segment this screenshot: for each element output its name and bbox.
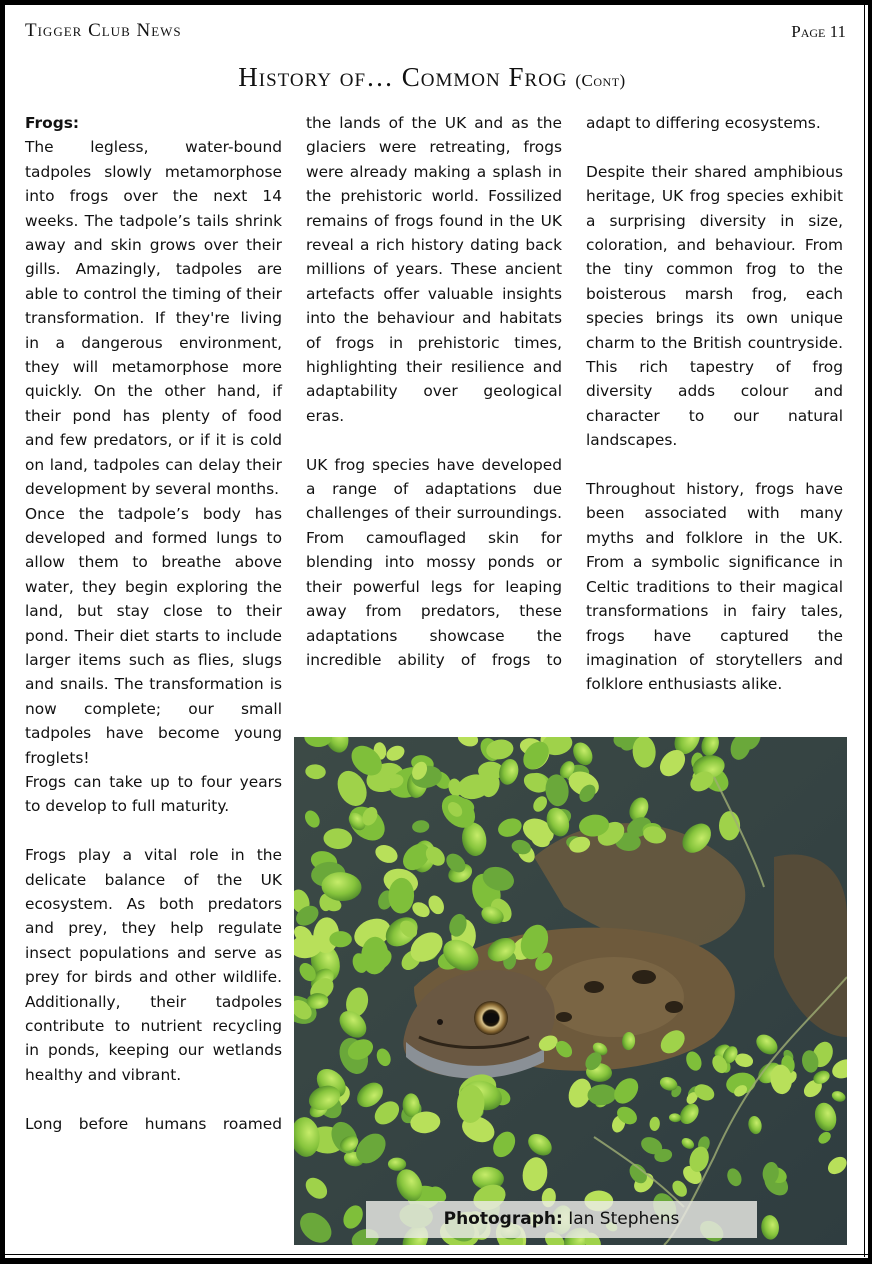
paragraph: Throughout history, frogs have been associated with many myths and folklore in the UK. From a symbolic significance in Celtic traditions to their magical transformations in fairy tales, frogs have captured the imagination of storytellers and folklore enthusiasts alike. — [586, 480, 843, 694]
paragraph: the lands of the UK and as the glaciers were retreating, frogs were already making a splash in the prehistoric world. Fossilized remains of frogs found in the UK reveal a rich history dating back millions of years. These ancient artefacts offer valuable insights into the behaviour and habitats of frogs in prehistoric times, highlighting their resilience and adaptability over geological eras. — [306, 114, 562, 425]
paragraph: Frogs play a vital role in the delicate balance of the UK ecosystem. As both predators and prey, they help regulate insect populations and serve as prey for birds and other wildlife. Additionally, their tadpoles contribute to nutrient recycling in ponds, keeping our wetlands healthy and vibrant. — [25, 846, 282, 1084]
paragraph — [25, 111, 282, 502]
page-border-right-inner — [864, 5, 865, 1257]
paragraph: Frogs can take up to four years to develop to full maturity. — [25, 772, 282, 816]
article-title-suffix: (Cont) — [575, 71, 626, 90]
page-border-left — [0, 0, 5, 1264]
paragraph: UK frog species have developed a range of adaptations due challenges of their surroundings. From camouflaged skin for blending into mossy ponds or their powerful legs for leaping away from predators, these adaptations showcase the incredible ability of frogs to — [306, 455, 562, 669]
frog-pond-image — [294, 737, 847, 1245]
paragraph: Once the tadpole’s body has developed and formed lungs to allow them to breathe above water, they begin exploring the land, but stay close to their pond. Their diet starts to include larger items such as flies, slugs and snails. The transformation is now complete; our small tadpoles have become young froglets! — [25, 504, 282, 767]
article-column-3 — [586, 111, 843, 721]
caption-credit: Ian Stephens — [568, 1209, 680, 1229]
page-border-bottom — [3, 1258, 872, 1264]
page-border-right — [868, 0, 872, 1264]
paragraph: Despite their shared amphibious heritage, UK frog species exhibit a surprising diversity in size, coloration, and behaviour. From the tiny common frog to the boisterous marsh frog, each species brings its own unique charm to the British countryside. This rich tapestry of frog diversity adds colour and character to our natural landscapes. — [586, 162, 843, 450]
caption-label: Photograph: — [443, 1209, 563, 1229]
page-border-bottom-inner — [3, 1254, 869, 1255]
page-number: Page 11 — [791, 22, 846, 41]
paragraph: adapt to differing ecosystems. — [586, 114, 821, 132]
page-border-top — [0, 0, 872, 5]
article-column-2 — [306, 111, 562, 697]
duckweed-leaf — [329, 931, 352, 947]
photo-caption — [366, 1201, 757, 1238]
paragraph-text: The legless, water-bound tadpoles slowly metamorphose into frogs over the next 14 weeks. The tadpole’s tails shrink away and skin grows over their gills. Amazingly, tadpoles are able to control the timing of their transformation. If they're living in a dangerous environment, they will metamorphose more quickly. On the other hand, if their pond has plenty of food and few predators, or if it is cold on land, tadpoles can delay their development by several months. — [25, 138, 282, 499]
article-title — [0, 62, 864, 93]
article-column-1 — [25, 111, 282, 1160]
paragraph: Long before humans roamed — [25, 1114, 282, 1133]
publication-name: Tigger Club News — [25, 20, 182, 41]
article-title-text: History of… Common Frog — [238, 62, 568, 92]
section-heading: Frogs: — [25, 114, 80, 132]
frog-photograph — [294, 737, 847, 1245]
